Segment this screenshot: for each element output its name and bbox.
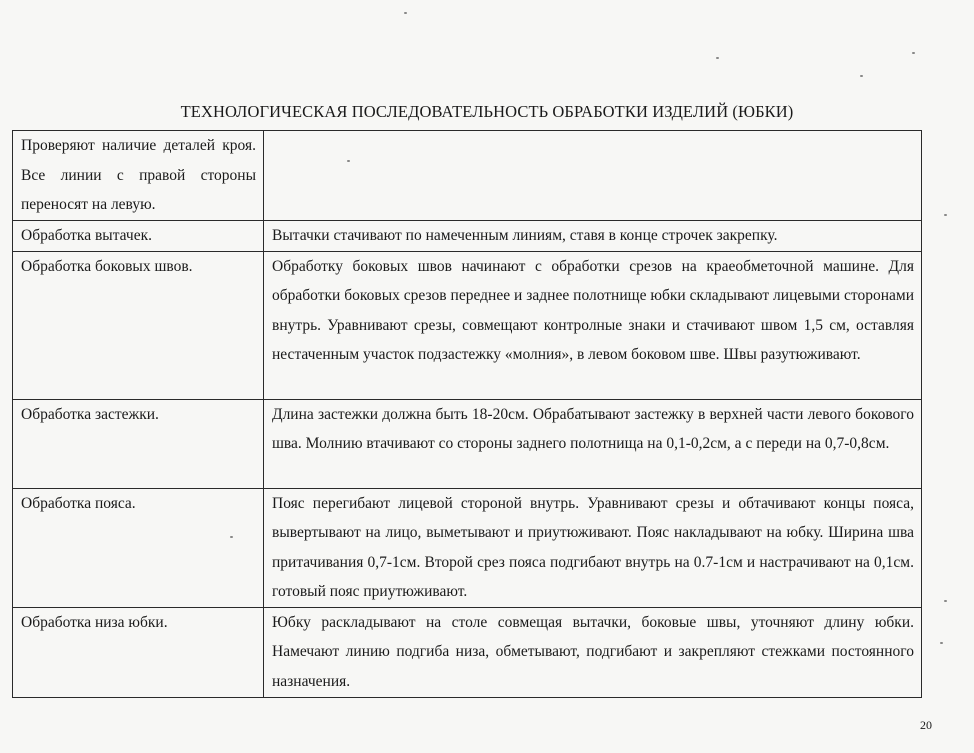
scan-speck (860, 75, 863, 77)
scan-speck (944, 600, 947, 602)
table-row (13, 131, 922, 221)
description-cell: Обработку боковых швов начинают с обработки срезов на краеобметочной машине. Для обработки боковых срезов переднее и заднее полотнище юбки складывают лицевыми сторонами внутрь. Уравнивают срезы, совмещают контролные знаки и стачивают швом 1,5 см, оставляя нестаченным участок подзастежку «молния», в левом боковом шве. Швы разутюживают. (264, 251, 922, 399)
description-cell: Длина застежки должна быть 18-20см. Обрабатывают застежку в верхней части левого бокового шва. Молнию втачивают со стороны заднего полотнища на 0,1-0,2см, а с переди на 0,7-0,8см. (264, 399, 922, 488)
table-row (13, 399, 922, 488)
table-row (13, 488, 922, 607)
scan-speck (230, 536, 233, 538)
page-number: 20 (920, 718, 932, 732)
step-cell: Проверяют наличие деталей кроя. Все линии с правой стороны переносят на левую. (13, 131, 264, 221)
step-cell: Обработка пояса. (13, 488, 264, 607)
description-cell: Юбку раскладывают на столе совмещая вытачки, боковые швы, уточняют длину юбки. Намечают линию подгиба низа, обметывают, подгибают и закрепляют стежками постоянного назначения. (264, 607, 922, 697)
table-row (13, 251, 922, 399)
scan-speck (912, 52, 915, 54)
scan-speck (940, 642, 943, 644)
step-cell: Обработка низа юбки. (13, 607, 264, 697)
document-title: ТЕХНОЛОГИЧЕСКАЯ ПОСЛЕДОВАТЕЛЬНОСТЬ ОБРАБОТКИ ИЗДЕЛИЙ (ЮБКИ) (180, 102, 794, 121)
scan-speck (404, 12, 407, 14)
step-cell: Обработка застежки. (13, 399, 264, 488)
description-cell: Пояс перегибают лицевой стороной внутрь. Уравнивают срезы и обтачивают концы пояса, вывертывают на лицо, выметывают и приутюживают. Пояс накладывают на юбку. Ширина шва притачивания 0,7-1см. Второй срез пояса подгибают внутрь на 0.7-1см и настрачивают на 0,1см. готовый пояс приутюживают. (264, 488, 922, 607)
scan-speck (944, 214, 947, 216)
table-row (13, 607, 922, 697)
description-cell: Вытачки стачивают по намеченным линиям, ставя в конце строчек закрепку. (264, 220, 922, 251)
step-cell: Обработка вытачек. (13, 220, 264, 251)
process-table (12, 130, 922, 698)
scan-speck (716, 57, 719, 59)
step-cell: Обработка боковых швов. (13, 251, 264, 399)
table-row (13, 220, 922, 251)
description-cell (264, 131, 922, 221)
scan-speck (347, 160, 350, 162)
